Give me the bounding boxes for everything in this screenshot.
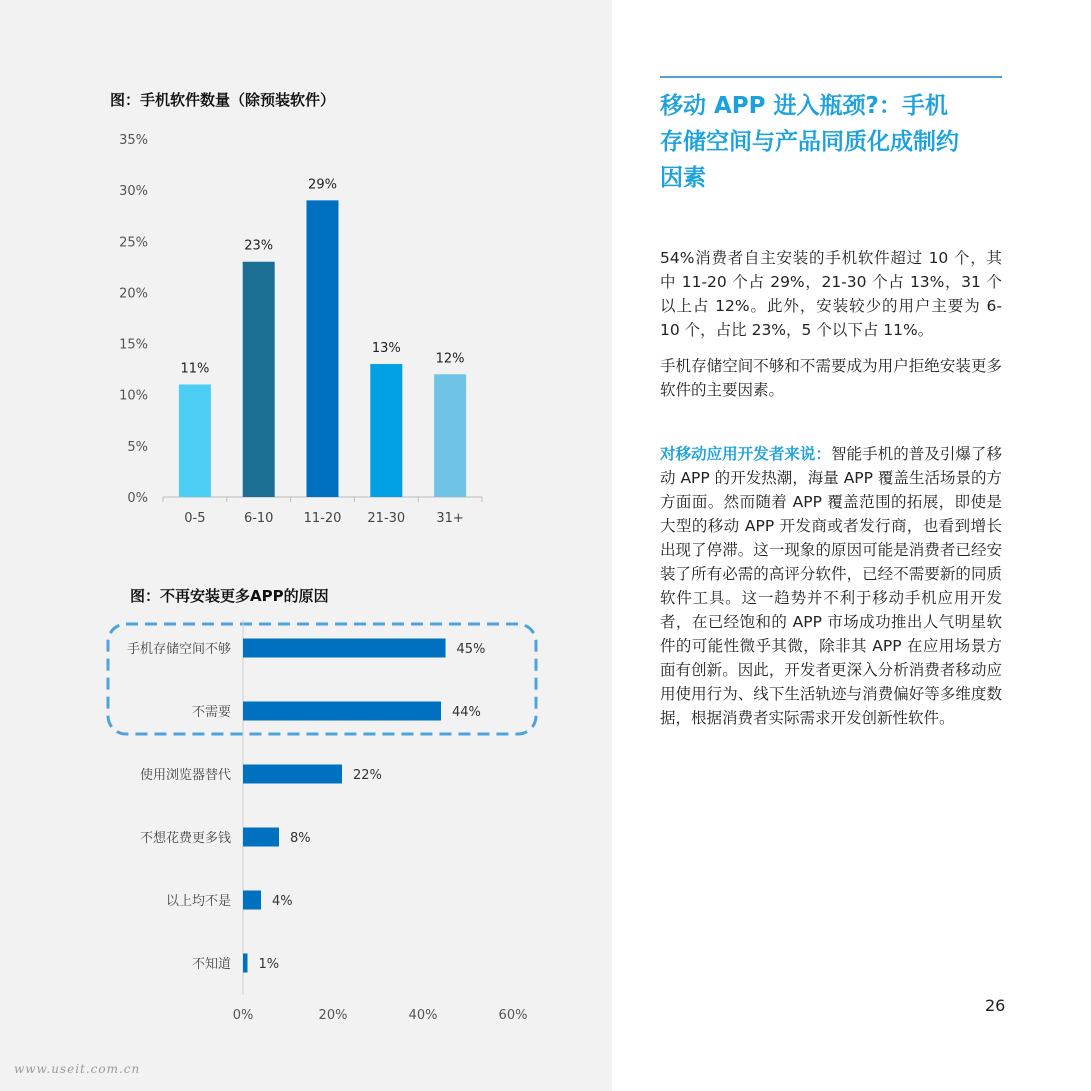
bar xyxy=(370,364,402,497)
article-headline xyxy=(660,88,1002,196)
chart2-title: 图：不再安装更多APP的原因 xyxy=(130,587,329,605)
data-label: 44% xyxy=(452,705,481,720)
data-label: 8% xyxy=(290,831,311,846)
x-tick-label: 21-30 xyxy=(367,511,406,526)
y-tick-label: 15% xyxy=(119,337,148,353)
bar xyxy=(179,384,211,497)
x-tick-label: 0% xyxy=(232,1008,254,1023)
y-tick-label: 0% xyxy=(127,491,148,506)
y-tick-label: 5% xyxy=(127,439,148,455)
app-count-bar-chart xyxy=(0,120,612,540)
category-label: 不知道 xyxy=(191,957,231,972)
bar xyxy=(243,891,261,910)
data-label: 4% xyxy=(272,894,293,909)
headline-line-1: 移动 APP 进入瓶颈?：手机 xyxy=(660,93,948,119)
data-label: 22% xyxy=(353,768,382,783)
data-label: 29% xyxy=(308,177,337,193)
watermark: www.useit.com.cn xyxy=(14,1062,141,1076)
bar xyxy=(434,374,466,497)
category-label: 使用浏览器替代 xyxy=(139,768,231,783)
developer-lead: 对移动应用开发者来说： xyxy=(660,445,832,463)
data-label: 12% xyxy=(435,351,465,367)
headline-line-3: 因素 xyxy=(660,165,706,191)
bar xyxy=(243,262,275,497)
x-tick-label: 0-5 xyxy=(184,511,206,526)
x-tick-label: 40% xyxy=(408,1008,438,1023)
developer-body: 智能手机的普及引爆了移动 APP 的开发热潮，海量 APP 覆盖生活场景的方方面面。然而随着 APP 覆盖范围的拓展，即使是大型的移动 APP 开发商或者发行商，也看到增长出现了停滞。这一现象的原因可能是消费者已经安装了所有必需的高评分软件，已经不需要新的同质软件工具。这一趋势并不利于移动手机应用开发者，在已经饱和的 APP 市场成功推出人气明星软件的可能性微乎其微，除非其 APP 在应用场景方面有创新。因此，开发者更深入分析消费者移动应用使用行为、线下生活轨迹与消费偏好等多维度数据，根据消费者实际需求开发创新性软件。 xyxy=(660,445,1002,727)
y-tick-label: 10% xyxy=(119,388,148,404)
data-label: 23% xyxy=(244,238,274,254)
y-tick-label: 25% xyxy=(119,235,148,251)
data-label: 1% xyxy=(258,957,280,972)
y-tick-label: 20% xyxy=(119,286,148,302)
bar xyxy=(243,828,279,847)
category-label: 不想花费更多钱 xyxy=(139,831,231,846)
article-paragraph-1: 54%消费者自主安装的手机软件超过 10 个，其中 11-20 个占 29%，21-30 个占 13%，31 个以上占 12%。此外，安装较少的用户主要为 6-10 个，占比 23%，5 个以下占 11%。 xyxy=(660,249,1002,339)
article-paragraph-2: 手机存储空间不够和不需要成为用户拒绝安装更多软件的主要因素。 xyxy=(660,357,1002,399)
x-tick-label: 6-10 xyxy=(243,511,274,526)
x-tick-label: 60% xyxy=(498,1008,528,1023)
article xyxy=(660,76,1002,730)
category-label: 手机存储空间不够 xyxy=(126,642,231,657)
data-label: 11% xyxy=(180,361,210,377)
bar xyxy=(307,200,339,497)
x-tick-label: 20% xyxy=(318,1008,348,1023)
article-paragraph-3 xyxy=(660,442,1002,730)
category-label: 不需要 xyxy=(191,705,231,720)
reasons-bar-chart xyxy=(0,610,612,1040)
bar xyxy=(243,765,342,784)
y-tick-label: 35% xyxy=(119,133,148,148)
y-tick-label: 30% xyxy=(119,184,148,200)
data-label: 45% xyxy=(456,642,486,657)
bar xyxy=(243,639,446,658)
x-tick-label: 11-20 xyxy=(303,511,342,526)
x-tick-label: 31+ xyxy=(436,511,464,526)
chart1-title: 图：手机软件数量（除预装软件） xyxy=(110,91,336,109)
page-number: 26 xyxy=(985,996,1006,1015)
category-label: 以上均不是 xyxy=(165,894,231,909)
headline-rule xyxy=(660,76,1002,78)
bar xyxy=(243,954,248,973)
headline-line-2: 存储空间与产品同质化成制约 xyxy=(660,129,959,155)
data-label: 13% xyxy=(371,341,401,357)
bar xyxy=(243,702,441,721)
